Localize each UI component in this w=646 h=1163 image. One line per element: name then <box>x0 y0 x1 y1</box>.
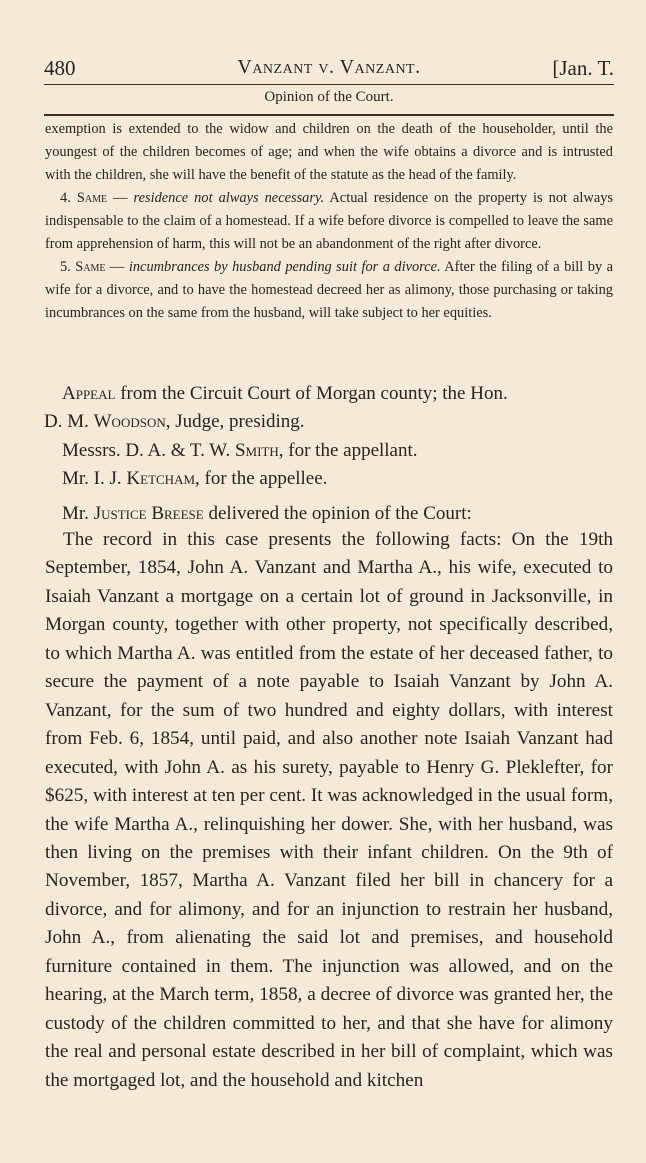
opinion-intro-line <box>62 500 615 528</box>
judge-pre: D. M. <box>44 411 94 433</box>
appellant-post: , for the appellant. <box>278 439 418 461</box>
judge-line <box>44 408 615 436</box>
judge-name: Woodson <box>93 411 166 433</box>
justice-name: Justice Breese <box>93 503 204 524</box>
headnote-4-text: Actual residence on the property is not always indispensable to the claim of a homestead. If a wife before divorce is compelled to leave the same from apprehension of harm, this will not be an abandonment of the right after divorce. <box>45 190 614 252</box>
section-subheading: Opinion of the Court. <box>264 89 394 105</box>
opinion-intro <box>62 500 615 528</box>
headnote-5-same: Same <box>75 259 106 275</box>
subheading-rule <box>44 114 614 116</box>
appellee-pre: Mr. I. J. <box>62 467 127 489</box>
headnote-4 <box>45 187 613 256</box>
appellee-post: , for the appellee. <box>195 467 328 489</box>
running-header <box>44 56 614 82</box>
appellant-name: Smith <box>234 439 279 461</box>
appellant-counsel <box>62 437 615 465</box>
judge-post: , Judge, presiding. <box>165 411 305 433</box>
headnote-4-topic: residence not always necessary. <box>133 190 325 206</box>
page-number: 480 <box>44 56 76 80</box>
case-title: Vanzant v. Vanzant. <box>237 56 421 78</box>
intro-pre: Mr. <box>62 503 94 524</box>
header-rule <box>44 84 614 85</box>
headnote-4-number: 4. <box>60 190 71 206</box>
appellant-pre: Messrs. D. A. & T. W. <box>62 439 235 461</box>
case-info <box>44 380 615 493</box>
headnote-5-text: After the filing of a bill by a wife for a divorce, and to have the homestead decreed her as alimony, those purchasing or taking incumbrances on the same from the husband, will take subject to her equities. <box>45 259 614 321</box>
headnote-continuation: exemption is extended to the widow and children on the death of the householder, until the youngest of the children becomes of age; and when the wife obtains a divorce and is intrusted with the children, she will have the benefit of the statute as the head of the family. <box>45 121 613 183</box>
appeal-line <box>62 380 615 408</box>
intro-post: delivered the opinion of the Court: <box>203 503 472 524</box>
headnote-5 <box>45 256 613 325</box>
appellee-name: Ketcham <box>126 467 196 489</box>
opinion-paragraph: The record in this case presents the following facts: On the 19th September, 1854, John A. Vanzant and Martha A., his wife, executed to Isaiah Vanzant a mortgage on a certain lot of ground in Jacksonville, in Morgan county, together with other property, not specifically described, to which Martha A. was entitled from the estate of her deceased father, to secure the payment of a note payable to Isaiah Vanzant by John A. Vanzant, for the sum of two hundred and eighty dollars, with interest from Feb. 6, 1854, until paid, and also another note Isaiah Vanzant had executed, with John A. as his surety, payable to Henry G. Pleklefter, for $625, with interest at ten per cent. It was acknowledged in the usual form, the wife Martha A., relinquishing her dower. She, with her husband, was then living on the premises with their infant children. On the 9th of November, 1857, Martha A. Vanzant filed her bill in chancery for a divorce, and for alimony, and for an injunction to restrain her husband, John A., from alienating the said lot and premises, and household furniture contained in them. The injunction was allowed, and on the hearing, at the March term, 1858, a decree of divorce was granted her, the custody of the children committed to her, and that she have for alimony the real and personal estate described in her bill of complaint, which was the mortgaged lot, and the household and kitchen <box>45 529 613 1091</box>
headnote-5-topic: incumbrances by husband pending suit for a divorce. <box>128 259 441 275</box>
opinion-body <box>45 526 613 1095</box>
headnote-4-same: Same <box>76 190 108 206</box>
headnote-5-number: 5. <box>60 259 71 275</box>
headnote-5-dash: — <box>105 259 129 275</box>
headnotes <box>45 118 613 325</box>
term-label: [Jan. T. <box>552 56 614 80</box>
appeal-word: Appeal <box>62 383 116 404</box>
appellee-counsel <box>62 465 615 493</box>
headnote-4-dash: — <box>107 190 134 206</box>
appeal-text: from the Circuit Court of Morgan county; the Hon. <box>115 383 508 404</box>
